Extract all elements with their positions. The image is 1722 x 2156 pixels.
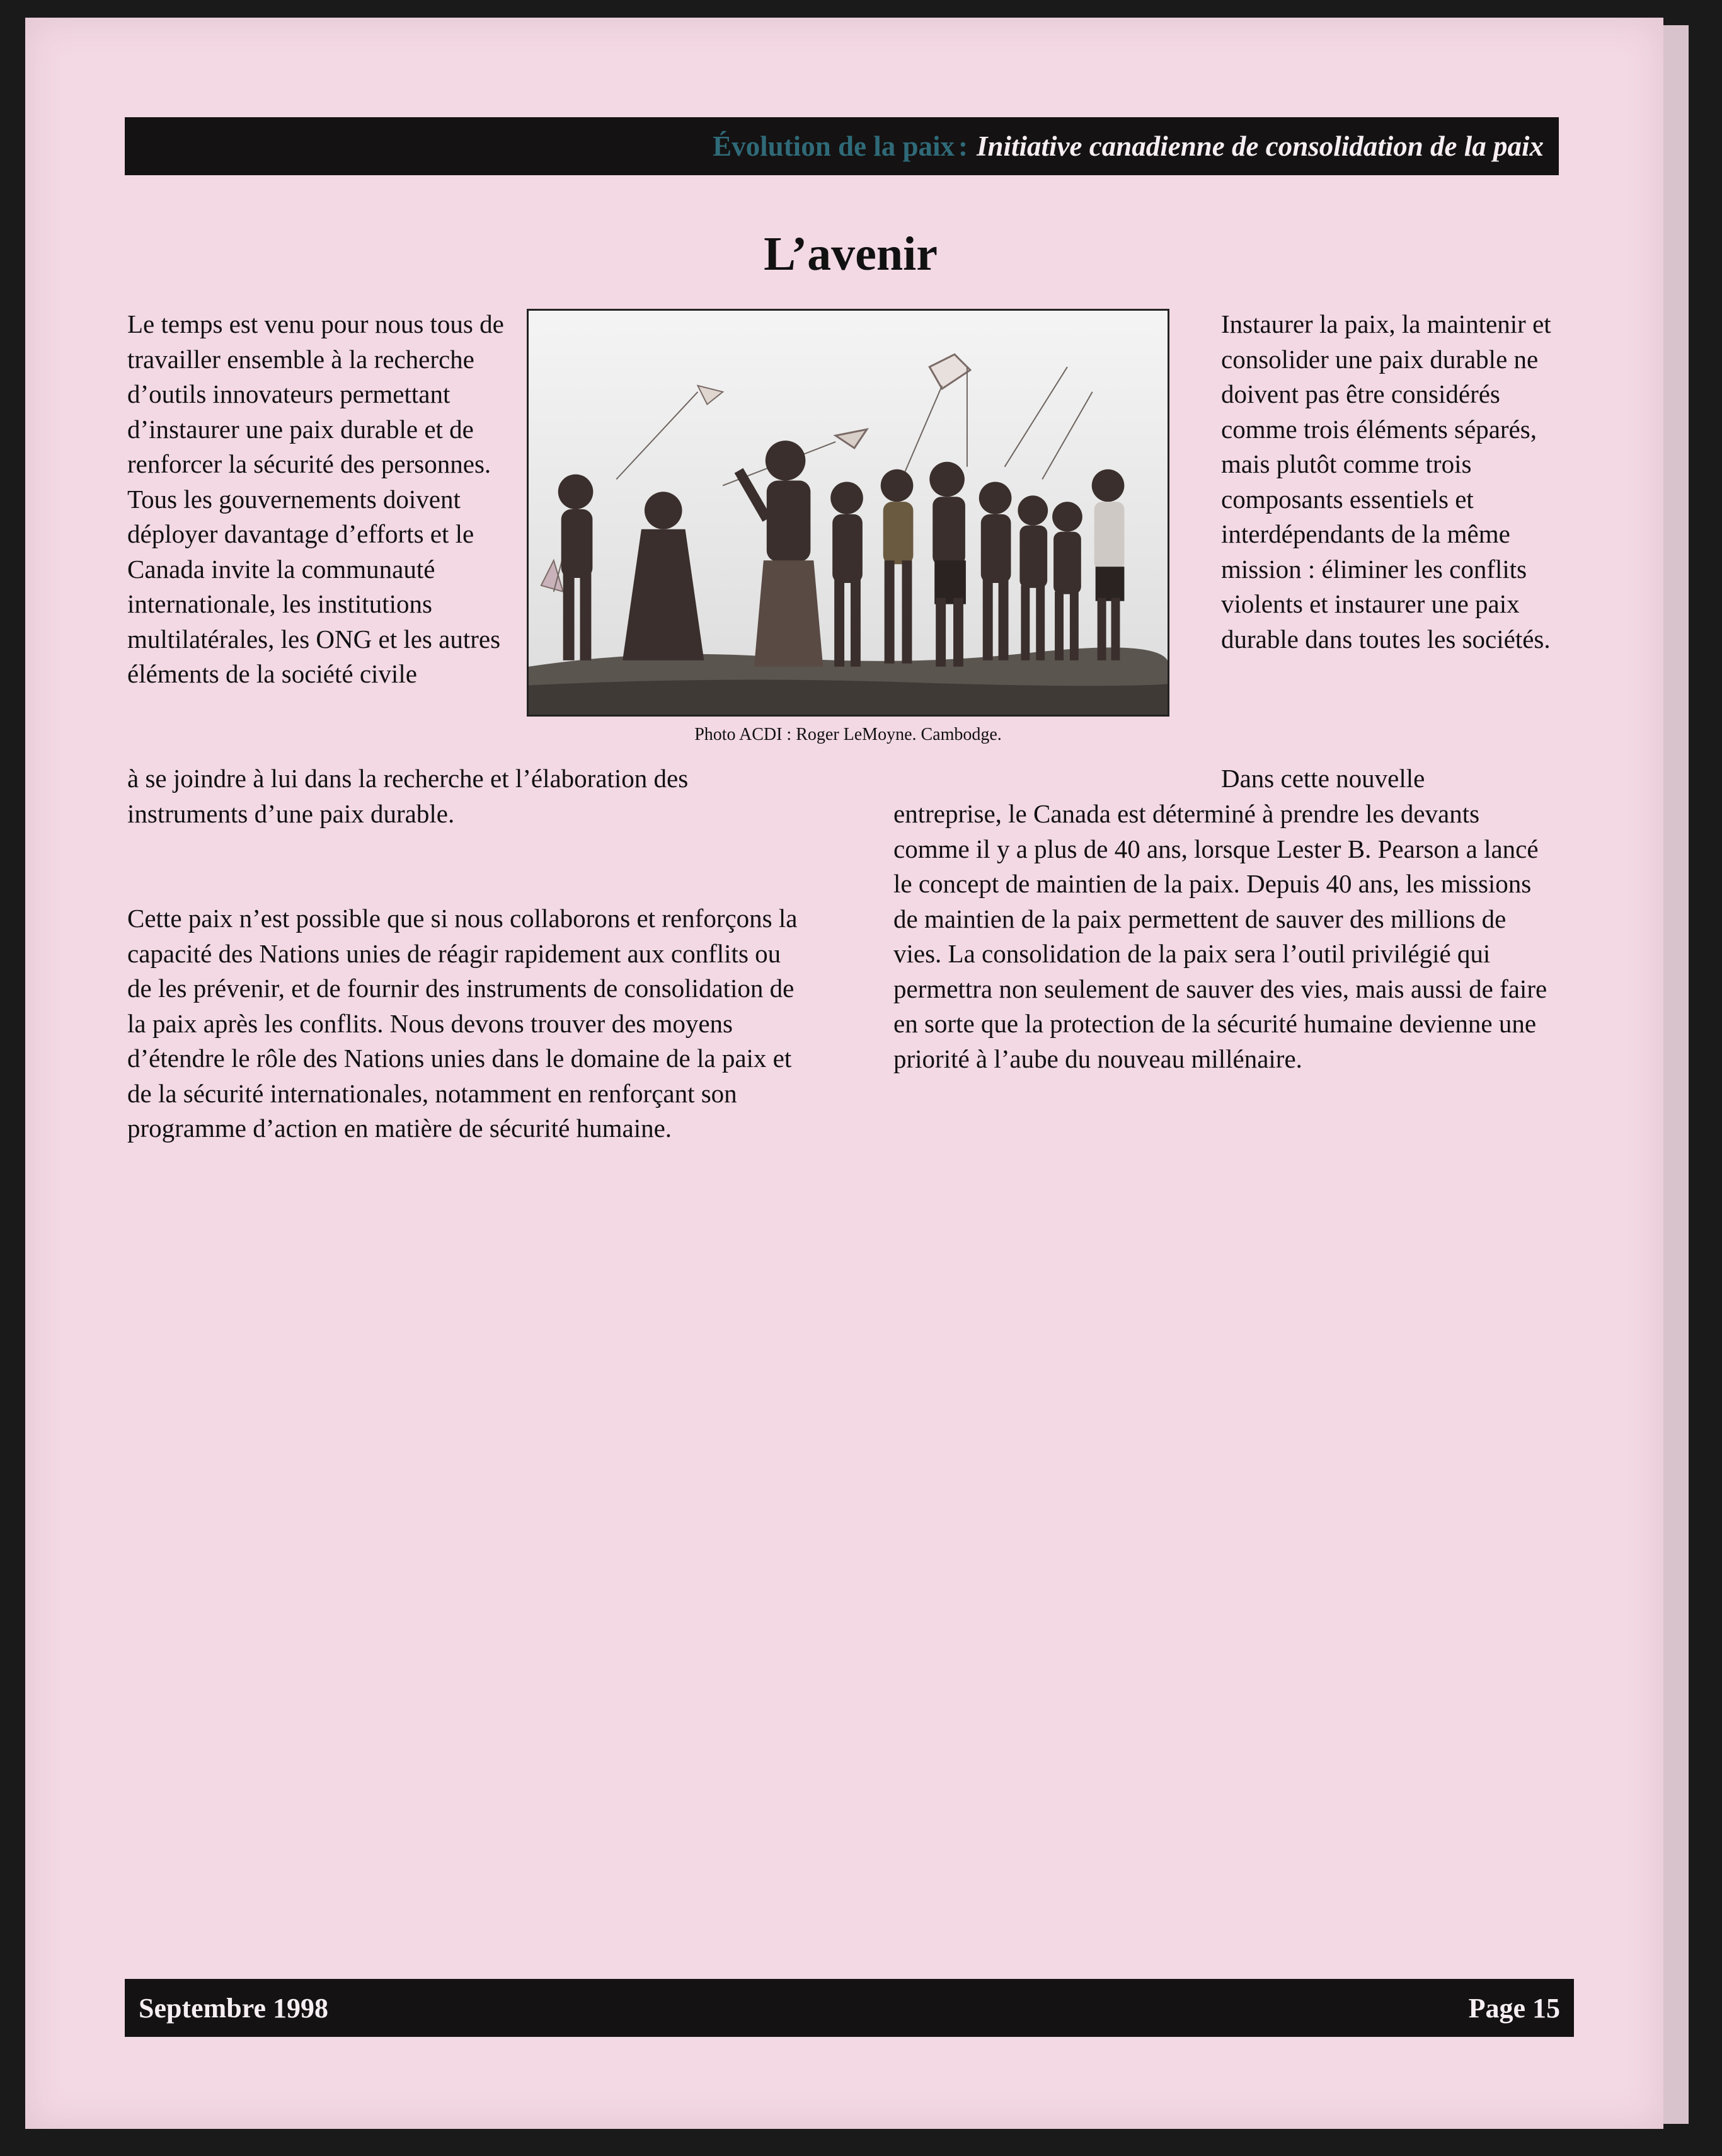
- right-paragraph-2-continuation: entreprise, le Canada est déterminé à prendre les devants comme il y a plus de 40 ans, lorsque Lester B. Pearson a lancé le concept de maintien de la paix. Depuis 40 ans, les missions de maintien de la paix permettent de sauver des millions de vies. La consolidation de la paix sera l’outil privilégié qui permettra non seulement de sauver des vies, mais aussi de faire en sorte que la protection de la sécurité humaine devienne une priorité à l’aube du nouveau millénaire.: [893, 799, 1547, 1073]
- left-paragraph-2: Cette paix n’est possible que si nous collaborons et renforçons la capacité des Nations unies de réagir rapidement aux conflits ou de les prévenir, et de fournir des instruments de consolidation de la paix après les conflits. Nous devons trouver des moyens d’étendre le rôle des Nations unies dans le domaine de la paix et de la sécurité internationales, notamment en renforçant son programme d’action en matière de sécurité humaine.: [127, 904, 798, 1143]
- header-subtitle: Initiative canadienne de consolidation de la paix: [977, 130, 1544, 162]
- header-bar: [125, 117, 1559, 175]
- page-edge: [1663, 25, 1689, 2124]
- left-paragraph-1-narrow: Le temps est venu pour nous tous de travailler ensemble à la recherche d’outils innovateurs permettant d’instaurer une paix durable et de renforcer la sécurité des personnes. Tous les gouvernements doivent déployer davantage d’efforts et le Canada invite la communauté internationale, les institutions multilatérales, les ONG et les autres éléments de la société civile: [127, 309, 504, 688]
- footer-bar: [125, 1979, 1574, 2037]
- header-separator: :: [958, 130, 968, 162]
- article-photo: [527, 309, 1169, 717]
- photo-credit: Photo ACDI : Roger LeMoyne. Cambodge.: [694, 725, 1002, 744]
- left-paragraph-1-continuation: à se joindre à lui dans la recherche et l’élaboration des instruments d’une paix durable.: [127, 764, 689, 828]
- right-paragraph-2-start: Dans cette nouvelle: [1221, 764, 1425, 793]
- article-title: L’avenir: [764, 228, 938, 280]
- header-accent-title: Évolution de la paix: [713, 130, 955, 162]
- children-with-kites-image: [529, 311, 1168, 715]
- footer-date: Septembre 1998: [139, 1992, 329, 2024]
- right-paragraph-1: Instaurer la paix, la maintenir et consolider une paix durable ne doivent pas être considérés comme trois éléments séparés, mais plutôt comme trois composants essentiels et interdépendants de la même mission : éliminer les conflits violents et instaurer une paix durable dans toutes les sociétés.: [1221, 309, 1551, 654]
- page-number: Page 15: [1468, 1992, 1560, 2024]
